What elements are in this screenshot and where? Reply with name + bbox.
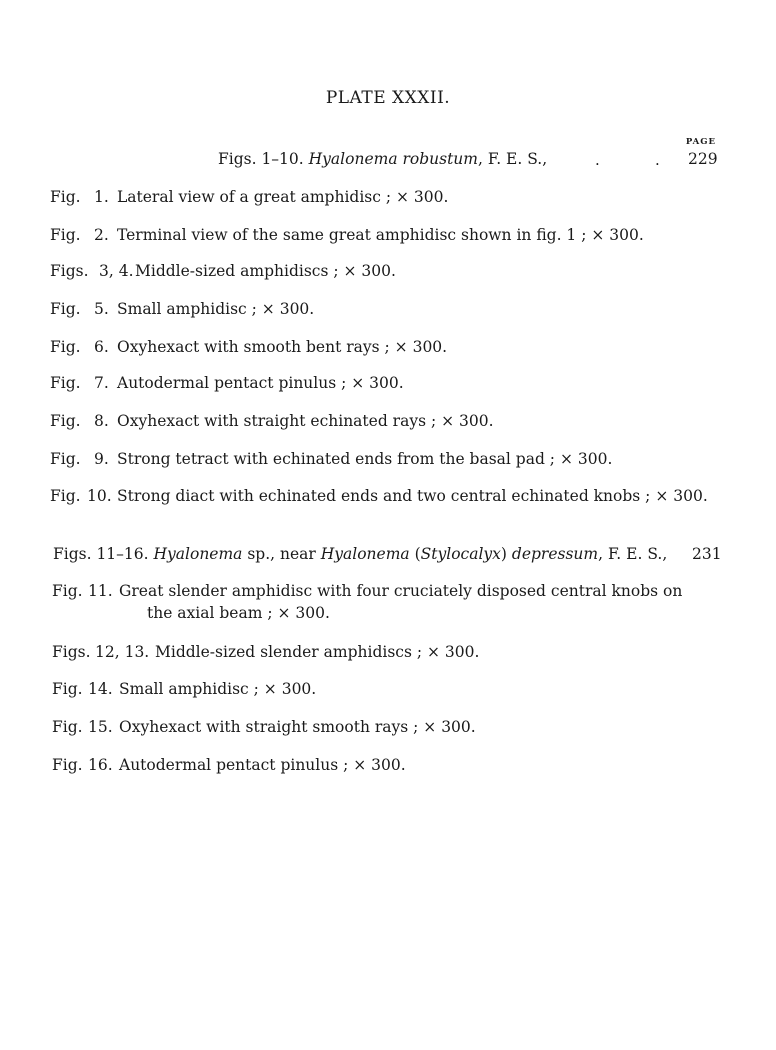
group-heading-subgenus: Stylocalyx: [420, 545, 501, 563]
figure-description: Oxyhexact with straight smooth rays ; × 300.: [119, 718, 476, 736]
group-page-number-1: 229: [688, 150, 718, 168]
figure-description: Autodermal pentact pinulus ; × 300.: [119, 756, 406, 774]
figure-label: Fig.: [50, 450, 81, 468]
figure-description: Autodermal pentact pinulus ; × 300.: [117, 374, 404, 392]
figure-number: 10.: [87, 487, 112, 505]
figure-number: 6.: [94, 338, 109, 356]
group-heading-prefix: Figs. 11–16.: [53, 545, 149, 563]
group-heading-text: sp., near: [242, 545, 321, 563]
group-heading-authority: , F. E. S.,: [478, 150, 548, 168]
figure-label: Fig.: [50, 226, 81, 244]
figure-description: Middle-sized amphidiscs ; × 300.: [135, 262, 396, 280]
leader-dot: .: [595, 151, 600, 169]
plate-title: PLATE XXXII.: [325, 88, 451, 108]
figure-label: Fig.: [50, 374, 81, 392]
figure-number: 16.: [88, 756, 113, 774]
group-heading-genus: Hyalonema: [153, 545, 243, 563]
figure-label: Fig.: [52, 718, 83, 736]
figure-label: Fig.: [50, 487, 81, 505]
figure-description: Oxyhexact with smooth bent rays ; × 300.: [117, 338, 448, 356]
figure-number: 2.: [94, 226, 109, 244]
figure-number: 9.: [94, 450, 109, 468]
figure-description: Terminal view of the same great amphidisc shown in fig. 1 ; × 300.: [117, 226, 644, 244]
figure-label: Fig.: [52, 756, 83, 774]
group-heading-1: [218, 150, 547, 168]
figure-description: Great slender amphidisc with four cruciately disposed central knobs on: [119, 582, 683, 600]
group-heading-2: [53, 545, 667, 563]
figure-number: 8.: [94, 412, 109, 430]
figure-number: 3, 4.: [99, 262, 134, 280]
figure-label: Figs.: [50, 262, 89, 280]
group-heading-authority: , F. E. S.,: [598, 545, 668, 563]
figure-number: 5.: [94, 300, 109, 318]
leader-dot: .: [655, 151, 660, 169]
figure-label: Figs.: [52, 643, 91, 661]
figure-label: Fig.: [50, 412, 81, 430]
figure-description: Strong diact with echinated ends and two central echinated knobs ; × 300.: [117, 487, 708, 505]
figure-label: Fig.: [50, 300, 81, 318]
group-heading-text: (: [409, 545, 421, 563]
figure-description-continuation: the axial beam ; × 300.: [147, 604, 330, 622]
figure-label: Fig.: [50, 338, 81, 356]
figure-number: 14.: [88, 680, 113, 698]
page-column-label: PAGE: [685, 137, 716, 147]
figure-description: Oxyhexact with straight echinated rays ; × 300.: [117, 412, 494, 430]
group-heading-genus: Hyalonema: [320, 545, 410, 563]
figure-description: Small amphidisc ; × 300.: [117, 300, 315, 318]
group-heading-species: Hyalonema robustum: [308, 150, 478, 168]
figure-number: 15.: [88, 718, 113, 736]
figure-description: Strong tetract with echinated ends from the basal pad ; × 300.: [117, 450, 613, 468]
figure-description: Small amphidisc ; × 300.: [119, 680, 317, 698]
figure-description: Lateral view of a great amphidisc ; × 300.: [117, 188, 449, 206]
figure-description: Middle-sized slender amphidiscs ; × 300.: [155, 643, 480, 661]
figure-label: Fig.: [50, 188, 81, 206]
group-heading-text: ): [500, 545, 512, 563]
figure-number: 7.: [94, 374, 109, 392]
group-heading-species: depressum: [511, 545, 599, 563]
figure-label: Fig.: [52, 680, 83, 698]
figure-number: 12, 13.: [95, 643, 150, 661]
figure-number: 11.: [88, 582, 113, 600]
figure-label: Fig.: [52, 582, 83, 600]
group-heading-prefix: Figs. 1–10.: [218, 150, 304, 168]
figure-number: 1.: [94, 188, 109, 206]
group-page-number-2: 231: [692, 545, 722, 563]
